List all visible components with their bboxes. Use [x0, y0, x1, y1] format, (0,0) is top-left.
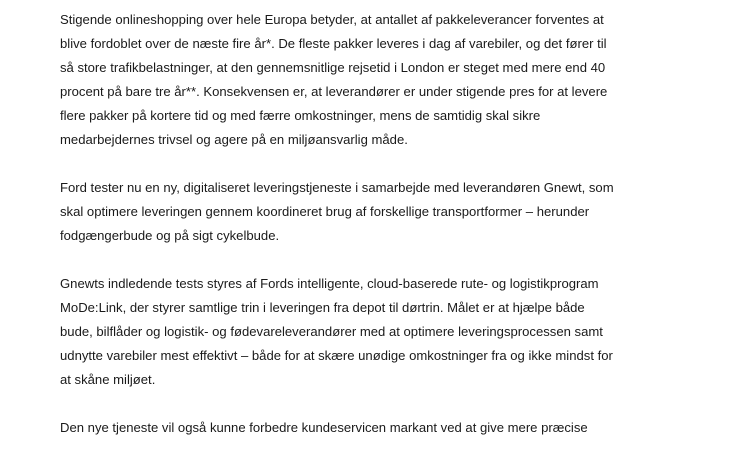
text-line: Ford tester nu en ny, digitaliseret leveringstjeneste i samarbejde med leverandøren Gnewt, som: [60, 180, 614, 195]
paragraph-1: [60, 8, 740, 152]
text-line: så store trafikbelastninger, at den gennemsnitlige rejsetid i London er steget med mere end 40: [60, 60, 606, 75]
text-line: flere pakker på kortere tid og med færre omkostninger, mens de samtidig skal sikre: [60, 108, 541, 123]
document-body: [60, 8, 740, 464]
text-line: blive fordoblet over de næste fire år*. De fleste pakker leveres i dag af varebiler, og det fører til: [60, 36, 607, 51]
text-line: procent på bare tre år**. Konsekvensen er, at leverandører er under stigende pres for at levere: [60, 84, 608, 99]
text-line: Stigende onlineshopping over hele Europa betyder, at antallet af pakkeleverancer forventes at: [60, 12, 604, 27]
paragraph-4: [60, 416, 740, 440]
text-line: Gnewts indledende tests styres af Fords intelligente, cloud-baserede rute- og logistikprogram: [60, 276, 599, 291]
text-line: Den nye tjeneste vil også kunne forbedre kundeservicen markant ved at give mere præcise: [60, 420, 588, 435]
text-line: skal optimere leveringen gennem koordineret brug af forskellige transportformer – herunder: [60, 204, 590, 219]
paragraph-3: [60, 272, 740, 392]
text-line: bude, bilflåder og logistik- og fødevareleverandører med at optimere leveringsprocessen samt: [60, 324, 603, 339]
text-line: fodgængerbude og på sigt cykelbude.: [60, 228, 280, 243]
text-line: at skåne miljøet.: [60, 372, 156, 387]
text-line: udnytte varebiler mest effektivt – både for at skære unødige omkostninger fra og ikke mindst for: [60, 348, 613, 363]
text-line: medarbejdernes trivsel og agere på en miljøansvarlig måde.: [60, 132, 408, 147]
paragraph-2: [60, 176, 740, 248]
text-line: MoDe:Link, der styrer samtlige trin i leveringen fra depot til dørtrin. Målet er at hjælpe både: [60, 300, 585, 315]
